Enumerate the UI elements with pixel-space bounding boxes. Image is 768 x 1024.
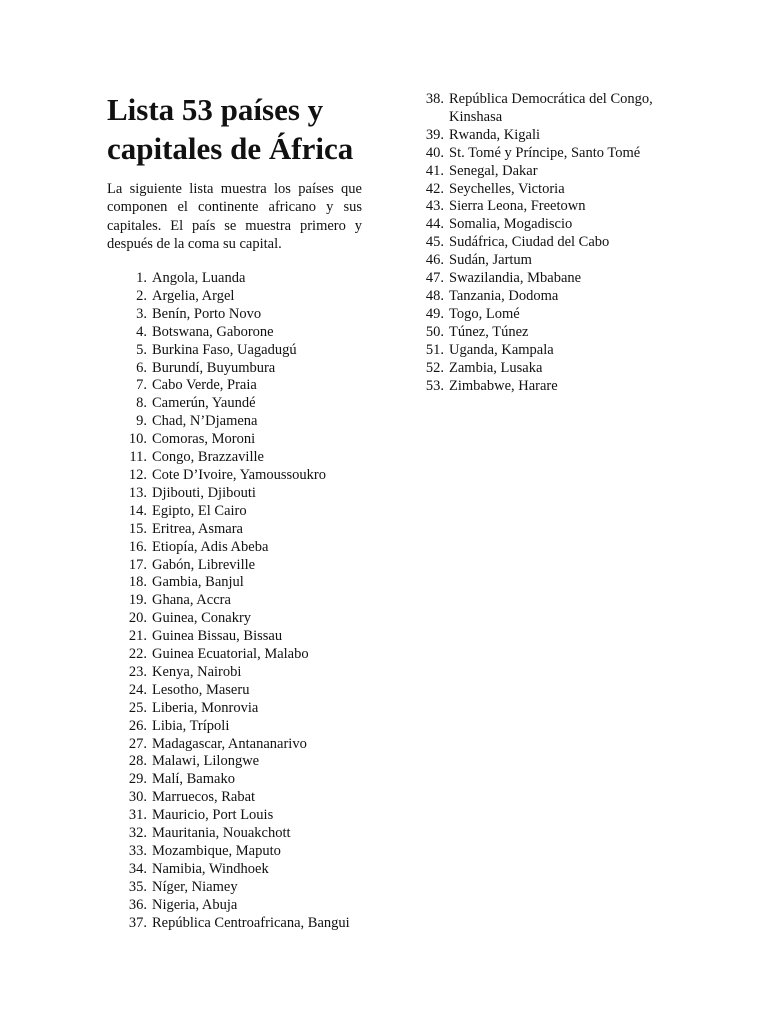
list-item-number: 35. <box>128 878 147 895</box>
list-item <box>107 395 387 413</box>
list-item <box>107 324 387 342</box>
list-item-number: 14. <box>128 502 147 519</box>
list-item-number: 9. <box>136 413 147 430</box>
list-item <box>107 503 387 521</box>
list-item <box>107 288 387 306</box>
list-item-number: 7. <box>136 377 147 394</box>
list-item <box>107 897 387 915</box>
list-item-text: Guinea, Conakry <box>152 610 252 627</box>
list-item <box>107 664 387 682</box>
list-item-number: 49. <box>425 305 444 322</box>
list-item <box>107 306 387 324</box>
country-list-right <box>404 91 694 395</box>
list-item-number: 28. <box>128 753 147 770</box>
list-item-text: St. Tomé y Príncipe, Santo Tomé <box>449 144 641 161</box>
list-item-number: 38. <box>425 91 444 107</box>
list-item-text: Kenya, Nairobi <box>152 663 242 680</box>
list-item-text: Ghana, Accra <box>152 592 231 609</box>
list-item-text: Mauritania, Nouakchott <box>152 825 291 842</box>
list-item <box>404 288 694 306</box>
list-item <box>107 682 387 700</box>
list-item-number: 1. <box>136 270 147 286</box>
list-item <box>107 843 387 861</box>
list-item <box>107 270 387 288</box>
list-item-number: 10. <box>128 431 147 448</box>
list-item <box>404 270 694 288</box>
list-item <box>107 915 387 933</box>
list-item <box>404 163 694 181</box>
list-item-text: Senegal, Dakar <box>449 162 538 179</box>
list-item-text: Nigeria, Abuja <box>152 896 238 913</box>
list-item-text: Marruecos, Rabat <box>152 789 256 806</box>
list-item-text: Benín, Porto Novo <box>152 305 262 322</box>
list-item-text: Congo, Brazzaville <box>152 449 264 466</box>
list-item-number: 31. <box>128 807 147 824</box>
list-item <box>107 789 387 807</box>
list-item-text: Somalia, Mogadiscio <box>449 216 573 233</box>
list-item-text: Togo, Lomé <box>449 305 520 322</box>
list-item-text: Cabo Verde, Praia <box>152 377 257 394</box>
list-item-number: 21. <box>128 628 147 645</box>
document-title: Lista 53 países y capitales de África <box>107 92 354 166</box>
list-item-text: Egipto, El Cairo <box>152 502 247 519</box>
list-item-text: República Centroafricana, Bangui <box>152 914 350 931</box>
list-item-number: 18. <box>128 574 147 591</box>
list-item-number: 43. <box>425 198 444 215</box>
list-item-number: 12. <box>128 466 147 483</box>
list-item <box>404 378 694 396</box>
list-item-text: Túnez, Túnez <box>449 323 529 340</box>
list-item <box>107 557 387 575</box>
list-item-text: Gabón, Libreville <box>152 556 256 573</box>
list-item-number: 22. <box>128 646 147 663</box>
list-item-text: Gambia, Banjul <box>152 574 244 591</box>
list-item-number: 42. <box>425 180 444 197</box>
list-item <box>107 342 387 360</box>
list-item-text: Eritrea, Asmara <box>152 520 243 537</box>
list-item-text: Swazilandia, Mbabane <box>449 270 582 287</box>
list-item-text: Camerún, Yaundé <box>152 395 256 412</box>
list-item-text: Djibouti, Djibouti <box>152 484 256 501</box>
list-item-text: Rwanda, Kigali <box>449 126 541 143</box>
list-item <box>404 127 694 145</box>
list-item-text: Argelia, Argel <box>152 287 235 304</box>
list-item-number: 39. <box>425 126 444 143</box>
list-item-text: Mozambique, Maputo <box>152 843 281 859</box>
list-item-number: 23. <box>128 663 147 680</box>
list-item <box>107 771 387 789</box>
list-item <box>107 753 387 771</box>
list-item <box>107 449 387 467</box>
list-item <box>404 342 694 360</box>
list-item-number: 3. <box>136 305 147 322</box>
list-item-text: Níger, Niamey <box>152 878 238 895</box>
list-item-number: 46. <box>425 252 444 269</box>
list-item <box>107 646 387 664</box>
list-item-number: 51. <box>425 341 444 358</box>
list-item <box>107 700 387 718</box>
list-item-number: 30. <box>128 789 147 806</box>
list-item-text: Zimbabwe, Harare <box>449 377 558 394</box>
list-item <box>107 467 387 485</box>
country-list-left <box>107 270 387 933</box>
list-item-text: Uganda, Kampala <box>449 341 554 358</box>
list-item <box>107 861 387 879</box>
list-item <box>107 628 387 646</box>
list-item <box>107 879 387 897</box>
list-item-text: Sudáfrica, Ciudad del Cabo <box>449 234 610 251</box>
list-item-text: Burundí, Buyumbura <box>152 359 276 376</box>
list-item-number: 29. <box>128 771 147 788</box>
list-item <box>107 825 387 843</box>
list-item <box>107 718 387 736</box>
list-item <box>107 807 387 825</box>
list-item-number: 53. <box>425 377 444 394</box>
list-item <box>404 145 694 163</box>
list-item-number: 48. <box>425 287 444 304</box>
list-item-number: 6. <box>136 359 147 376</box>
list-item-text: Zambia, Lusaka <box>449 359 543 376</box>
list-item-number: 27. <box>128 735 147 752</box>
list-item-number: 26. <box>128 717 147 734</box>
list-item <box>107 574 387 592</box>
list-item <box>107 592 387 610</box>
list-item-number: 4. <box>136 323 147 340</box>
list-item <box>107 431 387 449</box>
list-item-text: Burkina Faso, Uagadugú <box>152 341 297 358</box>
list-item <box>404 360 694 378</box>
list-item-text: Lesotho, Maseru <box>152 681 250 698</box>
list-item <box>107 485 387 503</box>
list-item-text: Seychelles, Victoria <box>449 180 565 197</box>
list-item <box>107 539 387 557</box>
list-item-number: 47. <box>425 270 444 287</box>
list-item-number: 5. <box>136 341 147 358</box>
list-item <box>404 198 694 216</box>
list-item <box>404 324 694 342</box>
list-item <box>107 521 387 539</box>
list-item-text: Malawi, Lilongwe <box>152 753 260 770</box>
list-item-text: Comoras, Moroni <box>152 431 256 448</box>
list-item-text: Chad, N’Djamena <box>152 413 258 430</box>
list-item-number: 40. <box>425 144 444 161</box>
list-item <box>404 252 694 270</box>
list-item-number: 32. <box>128 825 147 842</box>
list-item-number: 33. <box>128 843 147 859</box>
list-item-text: Guinea Ecuatorial, Malabo <box>152 646 309 663</box>
list-item <box>107 360 387 378</box>
list-item-number: 8. <box>136 395 147 412</box>
list-item-text: Sudán, Jartum <box>449 252 532 269</box>
list-item-number: 11. <box>129 449 147 466</box>
list-item-number: 34. <box>128 860 147 877</box>
list-item-number: 36. <box>128 896 147 913</box>
list-item-number: 45. <box>425 234 444 251</box>
list-item-number: 15. <box>128 520 147 537</box>
list-item-number: 37. <box>128 914 147 931</box>
list-item-text: Cote D’Ivoire, Yamoussoukro <box>152 466 326 483</box>
list-item <box>107 413 387 431</box>
list-item <box>404 91 694 127</box>
list-item-number: 41. <box>425 162 444 179</box>
list-item <box>107 610 387 628</box>
list-item-number: 44. <box>425 216 444 233</box>
list-item-number: 2. <box>136 287 147 304</box>
list-item <box>404 306 694 324</box>
list-item-number: 20. <box>128 610 147 627</box>
list-item-number: 16. <box>128 538 147 555</box>
list-item <box>404 216 694 234</box>
list-item-text: Madagascar, Antananarivo <box>152 735 307 752</box>
list-item-text: Malí, Bamako <box>152 771 235 788</box>
list-item <box>404 234 694 252</box>
list-item-number: 52. <box>425 359 444 376</box>
list-item-text: Guinea Bissau, Bissau <box>152 628 283 645</box>
list-item-text: Botswana, Gaborone <box>152 323 274 340</box>
list-item-text: Sierra Leona, Freetown <box>449 198 586 215</box>
list-item-text: Mauricio, Port Louis <box>152 807 274 824</box>
list-item <box>107 736 387 754</box>
list-item-number: 24. <box>128 681 147 698</box>
list-item <box>107 377 387 395</box>
list-item-text: Tanzania, Dodoma <box>449 287 559 304</box>
list-item-text: Liberia, Monrovia <box>152 699 259 716</box>
list-item-number: 19. <box>128 592 147 609</box>
list-item-text: República Democrática del Congo, Kinshasa <box>449 91 653 125</box>
intro-paragraph: La siguiente lista muestra los países que componen el continente africano y sus capitales. El país se muestra primero y después de la coma su capital. <box>107 181 362 253</box>
list-item-text: Etiopía, Adis Abeba <box>152 538 269 555</box>
list-item-number: 13. <box>128 484 147 501</box>
list-item-text: Angola, Luanda <box>152 270 246 286</box>
list-item-number: 50. <box>425 323 444 340</box>
list-item-text: Namibia, Windhoek <box>152 860 269 877</box>
list-item-number: 25. <box>128 699 147 716</box>
list-item-text: Libia, Trípoli <box>152 717 230 734</box>
list-item <box>404 181 694 199</box>
list-item-number: 17. <box>128 556 147 573</box>
